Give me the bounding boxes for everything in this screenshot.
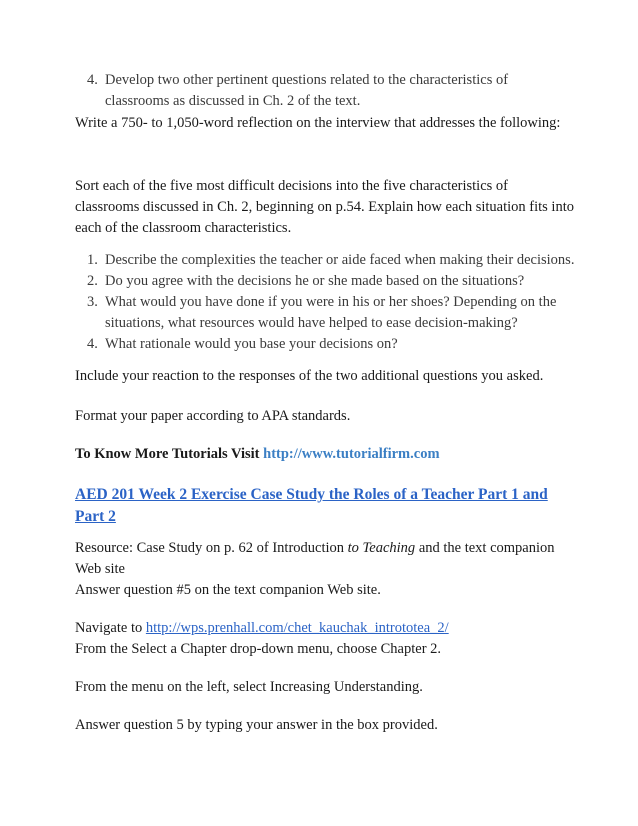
resource-post: and the text companion Web site: [75, 540, 555, 577]
list-item-number: 3.: [87, 294, 98, 310]
navigate-label: Navigate to: [75, 620, 146, 636]
list-item: [75, 250, 575, 271]
list-item-number: 2.: [87, 273, 98, 289]
list-item: [75, 70, 575, 112]
list-item-number: 4.: [87, 336, 98, 352]
list-item-text: Describe the complexities the teacher or aide faced when making their decisions.: [105, 252, 575, 268]
list-item: [75, 292, 575, 334]
page-heading: [75, 484, 575, 528]
tutorials-paragraph: [75, 444, 575, 465]
list-item-number: 4.: [87, 72, 98, 88]
list-item: [75, 334, 575, 355]
tutorials-url[interactable]: http://www.tutorialfirm.com: [263, 446, 440, 462]
answer-paragraph: Answer question #5 on the text companion Web site.: [75, 582, 381, 598]
list-item: [75, 271, 575, 292]
sort-paragraph: Sort each of the five most difficult decisions into the five characteristics of classrooms discussed in Ch. 2, beginning on p.54. Explain how each situation fits into each of the classroom characteristics.: [75, 178, 574, 236]
tutorials-label: To Know More Tutorials Visit: [75, 446, 264, 462]
select-chapter-paragraph: From the Select a Chapter drop-down menu, choose Chapter 2.: [75, 641, 442, 657]
reaction-paragraph: Include your reaction to the responses of the two additional questions you asked.: [75, 368, 544, 384]
list-item-text: What rationale would you base your decisions on?: [105, 336, 398, 352]
question-list-continued: [75, 70, 575, 112]
companion-site-link[interactable]: http://wps.prenhall.com/chet_kauchak_intrototeа_2/: [145, 620, 449, 636]
list-item-number: 1.: [87, 252, 98, 268]
reflection-paragraph: Write a 750- to 1,050-word reflection on the interview that addresses the following:: [75, 115, 561, 131]
list-item-text: Do you agree with the decisions he or she made based on the situations?: [105, 273, 525, 289]
resource-paragraph: [75, 538, 575, 580]
list-item-text: Develop two other pertinent questions related to the characteristics of classrooms as discussed in Ch. 2 of the text.: [105, 72, 509, 109]
resource-italic: to Teaching: [347, 540, 416, 556]
heading-link[interactable]: AED 201 Week 2 Exercise Case Study the Roles of a Teacher Part 1 and Part 2: [75, 486, 548, 525]
reflection-question-list: [75, 250, 575, 355]
resource-pre: Resource: Case Study on p. 62 of Introduction: [75, 540, 348, 556]
format-paragraph: Format your paper according to APA standards.: [75, 408, 351, 424]
answer-box-paragraph: Answer question 5 by typing your answer in the box provided.: [75, 717, 438, 733]
list-item-text: What would you have done if you were in his or her shoes? Depending on the situations, what resources would have helped to ease decision-making?: [105, 294, 557, 331]
menu-paragraph: From the menu on the left, select Increasing Understanding.: [75, 679, 423, 695]
navigate-paragraph: [75, 618, 575, 639]
